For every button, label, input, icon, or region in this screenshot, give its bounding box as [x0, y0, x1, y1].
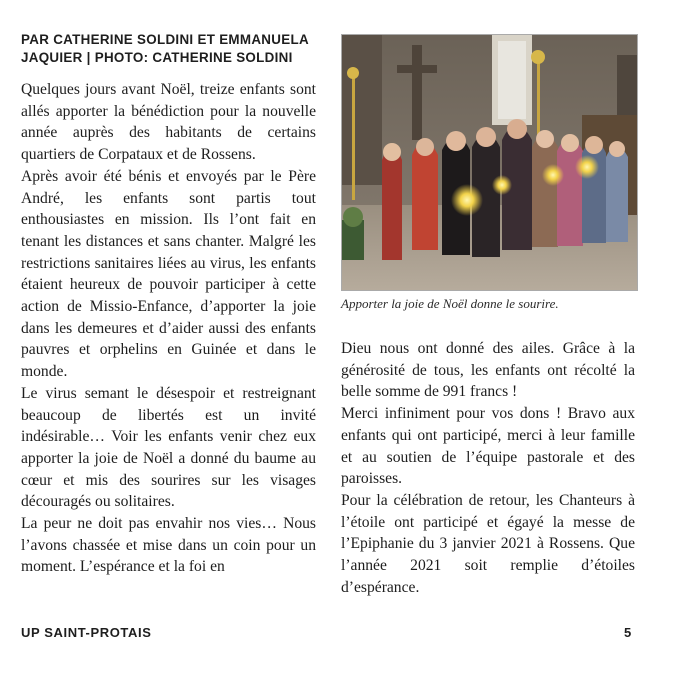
page-number: 5 [624, 625, 632, 640]
article-byline: PAR CATHERINE SOLDINI ET EMMANUELA JAQUIER | PHOTO: CATHERINE SOLDINI [21, 32, 309, 65]
paragraph-6: Merci infiniment pour vos dons ! Bravo aux enfants qui ont participé, merci à leur famille et au soutien de l’équipe pastorale et des paroisses. [341, 405, 635, 488]
paragraph-1: Quelques jours avant Noël, treize enfants sont allés apporter la bénédiction pour la nouvelle année auprès des habitants de certains quartiers de Corpataux et de Rossens. [21, 81, 316, 164]
photo-caption: Apporter la joie de Noël donne le sourire. [341, 296, 559, 311]
church-children-photo [342, 35, 637, 290]
paragraph-2: Après avoir été bénis et envoyés par le Père André, les enfants sont partis tout enthousiastes en mission. Ils l’ont fait en tenant les distances et sans chanter. Malgré les restrictions sanitaires liées au virus, les enfants étaient heureux de pouvoir participer à cette action de Missio-Enfance, d’apporter la joie dans les demeures et d’aider aussi des enfants pauvres et orphelins en Guinée et dans le monde. [21, 167, 316, 381]
paragraph-7: Pour la célébration de retour, les Chanteurs à l’étoile ont participé et égayé la messe de l’Epiphanie du 3 janvier 2021 à Rossens. Que l’année 2021 soit remplie d’étoiles d’espérance. [341, 491, 635, 596]
footer-section-label: UP SAINT-PROTAIS [21, 625, 152, 640]
right-column [341, 338, 635, 598]
bleed-through-text [350, 0, 680, 30]
paragraph-3: Le virus semant le désespoir et restreignant beaucoup de libertés est un invité indésirable… Voir les enfants venir chez eux apporter la joie de Noël a donné du baume au cœur et mis des sourires sur les visages découragés ou solitaires. [21, 384, 316, 511]
article-photo [341, 34, 638, 291]
paragraph-4: La peur ne doit pas envahir nos vies… Nous l’avons chassée et mise dans un coin pour un moment. L’espérance et la foi en [21, 515, 316, 576]
paragraph-5: Dieu nous ont donné des ailes. Grâce à la générosité de tous, les enfants ont récolté la belle somme de 991 francs ! [341, 340, 635, 401]
left-column [21, 79, 316, 578]
